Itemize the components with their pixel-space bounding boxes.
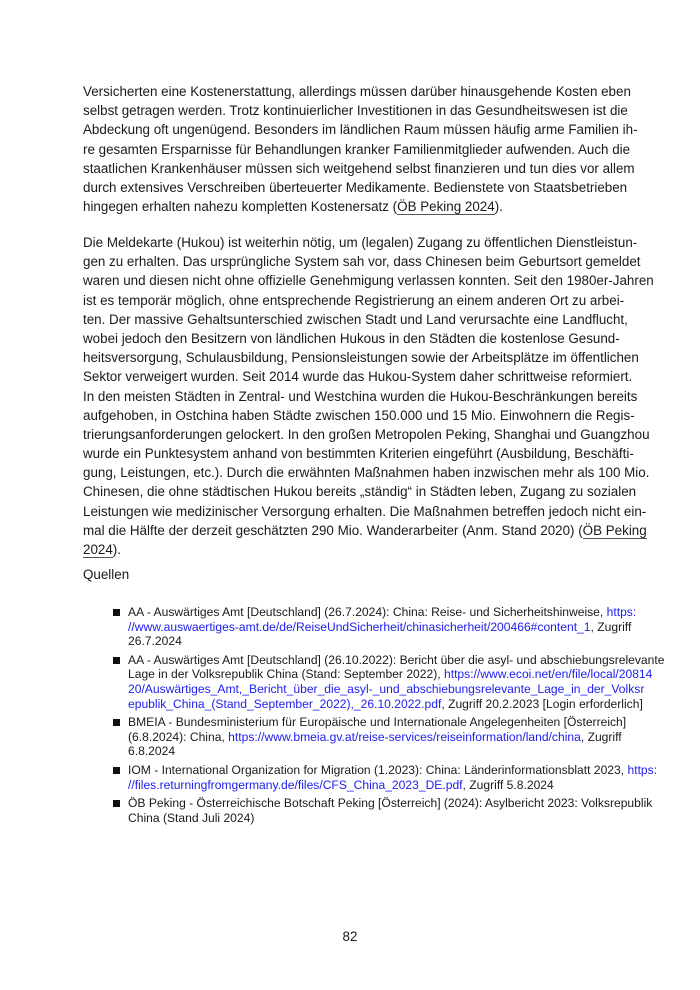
text-line <box>83 120 638 139</box>
text-segment: Sektor verweigert wurden. Seit 2014 wurde das Hukou-System daher schrittweise reformiert. <box>83 369 633 385</box>
text-segment: Abdeckung oft ungenügend. Besonders im ländlichen Raum müssen häufig arme Familien ih- <box>83 122 638 138</box>
text-line <box>128 744 617 759</box>
text-line <box>83 444 634 463</box>
text-line <box>83 406 635 425</box>
citation-link[interactable]: ÖB Peking 2024 <box>397 199 495 215</box>
square-bullet-icon <box>113 767 120 774</box>
square-bullet-icon <box>113 609 120 616</box>
text-line <box>128 715 627 730</box>
square-bullet-icon <box>113 719 120 726</box>
sources-heading: Quellen <box>83 567 130 582</box>
text-segment: 26.7.2024 <box>128 634 182 649</box>
text-line <box>83 502 647 521</box>
text-segment: mal die Hälfte der derzeit geschätzten 290 Mio. Wanderarbeiter (Anm. Stand 2020) ( <box>83 522 583 538</box>
text-line <box>83 540 617 559</box>
square-bullet-icon <box>113 657 120 664</box>
text-line <box>128 652 665 668</box>
text-segment: waren und diesen nicht ohne offizielle Genehmigung verlassen konnten. Seit den 1980er-Jahren <box>83 273 654 289</box>
reference-item <box>108 762 658 792</box>
page-number: 82 <box>342 929 358 944</box>
reference-link[interactable]: https: <box>627 762 658 777</box>
text-segment: ist es temporär möglich, ohne entsprechende Registrierung an einem anderen Ort zu arbei- <box>83 292 625 308</box>
text-segment: wurde ein Punktesystem anhand von bestimmten Kriterien eingeführt (Ausbildung, Beschäfti- <box>83 446 634 462</box>
text-segment: heitsversorgung, Schulausbildung, Pensionsleistungen sowie der Arbeitsplätze im öffentlichen <box>83 350 639 366</box>
text-line <box>128 762 658 778</box>
text-segment: Lage in der Volksrepublik China (Stand: September 2022), <box>128 667 444 682</box>
text-line <box>83 348 639 367</box>
text-segment: (6.8.2024): China, <box>128 729 229 744</box>
text-line <box>128 667 653 682</box>
text-line <box>83 425 650 444</box>
text-segment: re gesamten Ersparnisse für Behandlungen kranker Familienmitglieder aufwenden. Auch die <box>83 141 631 157</box>
text-segment: ). <box>112 542 121 557</box>
text-segment: IOM - International Organization for Migration (1.2023): China: Länderinformationsblatt 2023, <box>128 762 628 777</box>
text-segment: trierungsanforderungen gelockert. In den großen Metropolen Peking, Shanghai und Guangzhou <box>83 426 650 442</box>
paragraph-health-costs <box>83 82 638 216</box>
text-line <box>128 681 645 697</box>
text-segment: 6.8.2024 <box>128 744 176 759</box>
reference-link[interactable]: epublik_China_(Stand_September_2022),_26.10.2022.pdf <box>128 696 442 711</box>
text-segment: ten. Der massive Gehaltsunterschied zwischen Stadt und Land verursachte eine Landflucht, <box>83 311 628 327</box>
text-segment: Leistungen wie medizinischer Versorgung erhalten. Die Maßnahmen betreffen jedoch nicht ein- <box>83 503 647 519</box>
text-line <box>83 367 633 386</box>
text-segment: ÖB Peking - Österreichische Botschaft Peking [Österreich] (2024): Asylbericht 2023: Volksrepublik <box>128 796 653 811</box>
text-segment: , Zugriff <box>580 729 622 744</box>
reference-item <box>108 715 627 759</box>
citation-link[interactable]: 2024 <box>83 542 113 557</box>
reference-item <box>108 652 665 711</box>
text-segment: aufgehoben, in Ostchina haben Städte zwischen 150.000 und 15 Mio. Einwohnern die Regis- <box>83 407 635 423</box>
text-segment: gen zu erhalten. Das ursprüngliche System sah vor, dass Chinesen beim Geburtsort gemeldet <box>83 254 641 270</box>
reference-item <box>108 796 653 825</box>
text-line <box>128 811 617 826</box>
text-line <box>83 140 631 159</box>
text-segment: AA - Auswärtiges Amt [Deutschland] (26.7.2024): China: Reise- und Sicherheitshinweise, <box>128 605 607 619</box>
citation-link[interactable]: ÖB Peking <box>582 522 647 538</box>
reference-link[interactable]: //files.returningfromgermany.de/files/CFS_China_2023_DE.pdf <box>128 777 463 792</box>
text-segment: , Zugriff <box>590 619 632 634</box>
text-line <box>83 329 620 348</box>
text-segment: staatlichen Krankenhäuser müssen sich weitgehend selbst finanzieren und tun dies vor allem <box>83 160 635 176</box>
text-line <box>128 605 637 620</box>
text-segment: Die Meldekarte (Hukou) ist weiterhin nötig, um (legalen) Zugang zu öffentlichen Dienstleistun- <box>83 235 638 250</box>
text-line <box>128 696 643 712</box>
text-line <box>83 178 628 197</box>
text-line <box>83 291 625 310</box>
reference-link[interactable]: //www.auswaertiges-amt.de/de/ReiseUndSicherheit/chinasicherheit/200466#content_1 <box>128 619 591 634</box>
text-line <box>83 271 654 290</box>
text-line <box>128 778 617 793</box>
text-line <box>83 101 628 120</box>
text-segment: In den meisten Städten in Zentral- und Westchina wurden die Hukou-Beschränkungen bereits <box>83 388 638 404</box>
text-segment: China (Stand Juli 2024) <box>128 810 255 825</box>
text-line <box>83 310 628 329</box>
text-line <box>83 387 638 406</box>
text-line <box>83 252 641 271</box>
text-line <box>83 521 647 540</box>
text-segment: AA - Auswärtiges Amt [Deutschland] (26.10.2022): Bericht über die asyl- und abschiebungsrelevante <box>128 652 665 667</box>
text-segment: , Zugriff 5.8.2024 <box>462 777 554 792</box>
text-segment: BMEIA - Bundesministerium für Europäische und Internationale Angelegenheiten [Österreich] <box>128 715 627 730</box>
square-bullet-icon <box>113 800 120 807</box>
text-segment: selbst getragen werden. Trotz kontinuierlicher Investitionen in das Gesundheitswesen ist die <box>83 103 628 119</box>
text-segment: ). <box>494 199 503 215</box>
text-line <box>83 482 637 501</box>
text-line <box>83 159 635 178</box>
reference-link[interactable]: https://www.bmeia.gv.at/reise-services/reiseinformation/land/china <box>228 729 581 744</box>
reference-item <box>108 605 637 649</box>
text-line <box>128 619 632 635</box>
text-line <box>83 197 617 216</box>
text-segment: Chinesen, die ohne städtischen Hukou bereits „ständig“ in Städten leben, Zugang zu sozialen <box>83 484 637 500</box>
reference-link[interactable]: https: <box>606 605 637 619</box>
reference-link[interactable]: https://www.ecoi.net/en/file/local/20814 <box>443 667 653 682</box>
text-segment: durch extensives Verschreiben überteuerter Medikamente. Bedienstete von Staatsbetrieben <box>83 179 628 195</box>
text-line <box>128 729 622 745</box>
text-line <box>83 233 638 252</box>
text-line <box>128 634 617 649</box>
text-segment: wobei jedoch den Besitzern von ländlichen Hukous in den Städten die kostenlose Gesund- <box>83 330 620 346</box>
reference-link[interactable]: 20/Auswärtiges_Amt,_Bericht_über_die_asyl-_und_abschiebungsrelevante_Lage_in_der_Volksr <box>128 681 645 696</box>
text-segment: gung, Leistungen, etc.). Durch die erwähnten Maßnahmen haben inzwischen mehr als 100 Mio. <box>83 465 650 481</box>
reference-list <box>108 605 665 829</box>
text-line <box>83 82 631 101</box>
text-segment: Versicherten eine Kostenerstattung, allerdings müssen darüber hinausgehende Kosten eben <box>83 84 631 99</box>
paragraph-hukou <box>83 233 654 559</box>
text-line <box>83 463 650 482</box>
text-line <box>128 796 653 811</box>
text-segment: hingegen erhalten nahezu kompletten Kostenersatz ( <box>83 199 398 215</box>
text-segment: , Zugriff 20.2.2023 [Login erforderlich] <box>441 696 643 711</box>
